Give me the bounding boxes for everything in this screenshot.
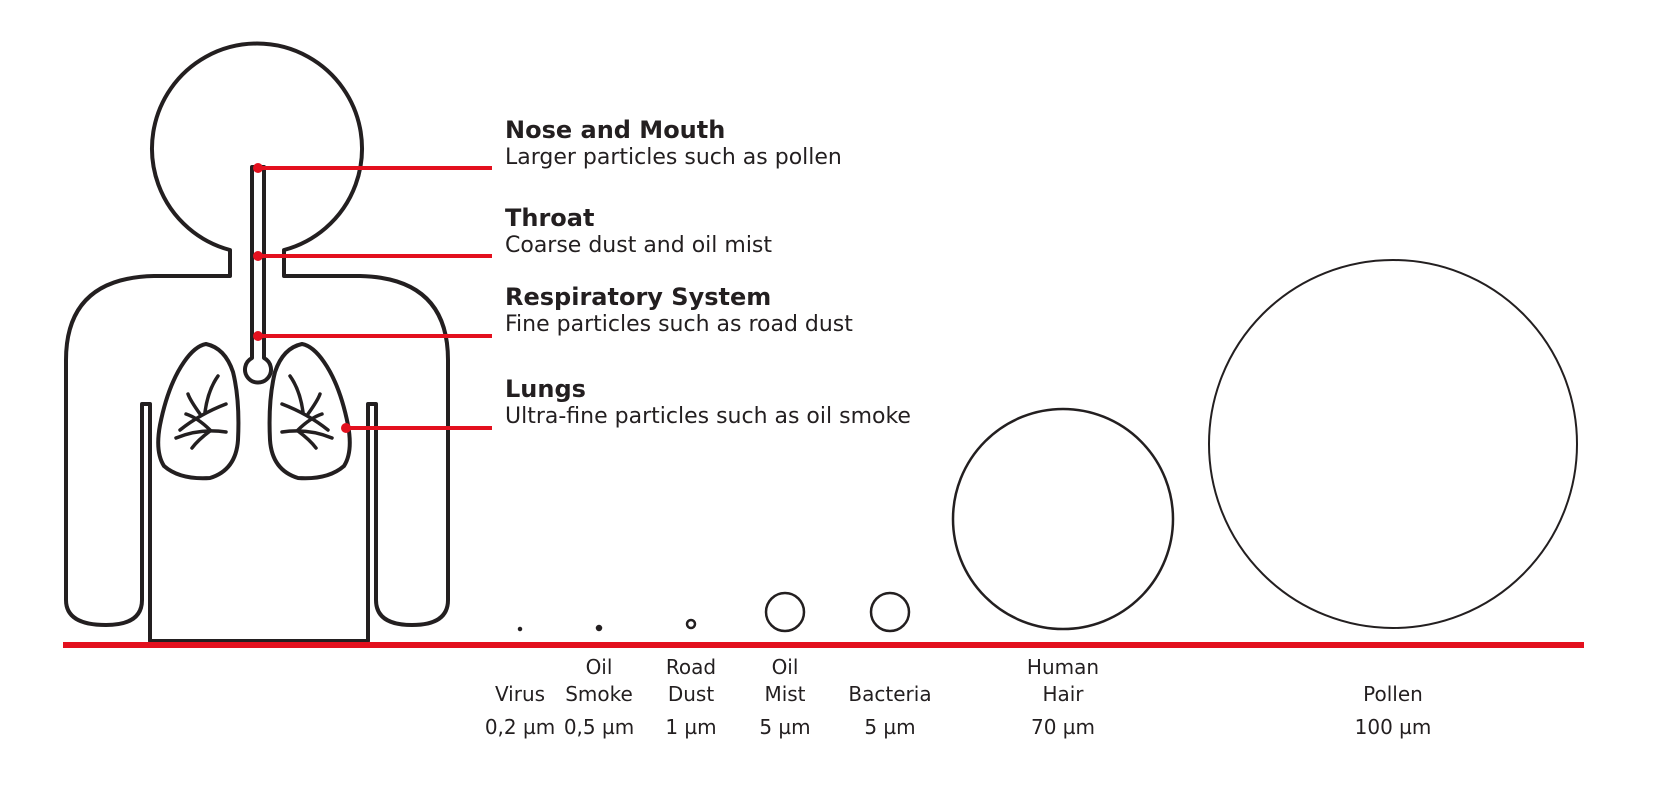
virus-particle xyxy=(519,628,521,630)
bacteria-particle xyxy=(871,593,909,631)
particle-size: 0,5 µm xyxy=(563,715,635,739)
particle-name-line2: Mist xyxy=(764,682,806,706)
particle-size: 100 µm xyxy=(1354,715,1432,739)
callout-title: Lungs xyxy=(505,375,586,403)
particle-name-line1: Road xyxy=(665,655,717,679)
particle-name-line1 xyxy=(820,654,960,681)
human-figure xyxy=(66,44,448,641)
callout-lines xyxy=(253,163,492,433)
throat-dot xyxy=(253,251,263,261)
particle-name-line1 xyxy=(1323,654,1463,681)
particle-name-line1: Oil xyxy=(771,655,799,679)
particle-name-line2: Smoke xyxy=(565,682,633,706)
callout-lungs xyxy=(505,375,911,431)
callout-title: Respiratory System xyxy=(505,283,772,311)
road-dust-particle xyxy=(687,620,695,628)
particle-size: 1 µm xyxy=(665,715,717,739)
callout-title: Nose and Mouth xyxy=(505,116,726,144)
left-bronchi xyxy=(176,376,226,448)
particle-size: 70 µm xyxy=(1030,715,1095,739)
callout-throat xyxy=(505,204,772,260)
callout-nose-mouth xyxy=(505,116,842,172)
body-outline xyxy=(66,44,448,641)
particle-name-line2: Virus xyxy=(494,682,546,706)
human-hair-particle xyxy=(953,409,1173,629)
trachea xyxy=(245,167,271,383)
callout-desc: Larger particles such as pollen xyxy=(505,145,842,170)
particle-size: 5 µm xyxy=(864,715,916,739)
oil-mist-particle xyxy=(766,593,804,631)
callout-desc: Fine particles such as road dust xyxy=(505,312,853,337)
particle-label-pollen xyxy=(1323,654,1463,741)
lungs-dot xyxy=(341,423,351,433)
callout-desc: Ultra-fine particles such as oil smoke xyxy=(505,404,911,429)
callout-title: Throat xyxy=(505,204,595,232)
callout-respiratory-system xyxy=(505,283,853,339)
particle-name-line1: Oil xyxy=(585,655,613,679)
particle-size: 5 µm xyxy=(759,715,811,739)
respiratory-dot xyxy=(253,331,263,341)
particle-name-line2: Dust xyxy=(667,682,715,706)
particle-label-human-hair xyxy=(993,654,1133,741)
particle-size: 0,2 µm xyxy=(484,715,556,739)
callout-desc: Coarse dust and oil mist xyxy=(505,233,773,258)
oil-smoke-particle xyxy=(597,626,601,630)
pollen-particle xyxy=(1209,260,1577,628)
particle-name-line2: Hair xyxy=(1042,682,1084,706)
nose-mouth-dot xyxy=(253,163,263,173)
particle-name-line2: Pollen xyxy=(1363,682,1423,706)
particle-label-bacteria xyxy=(820,654,960,741)
particle-name-line1: Human xyxy=(1026,655,1100,679)
right-bronchi xyxy=(282,376,332,448)
particle-name-line2: Bacteria xyxy=(848,682,932,706)
